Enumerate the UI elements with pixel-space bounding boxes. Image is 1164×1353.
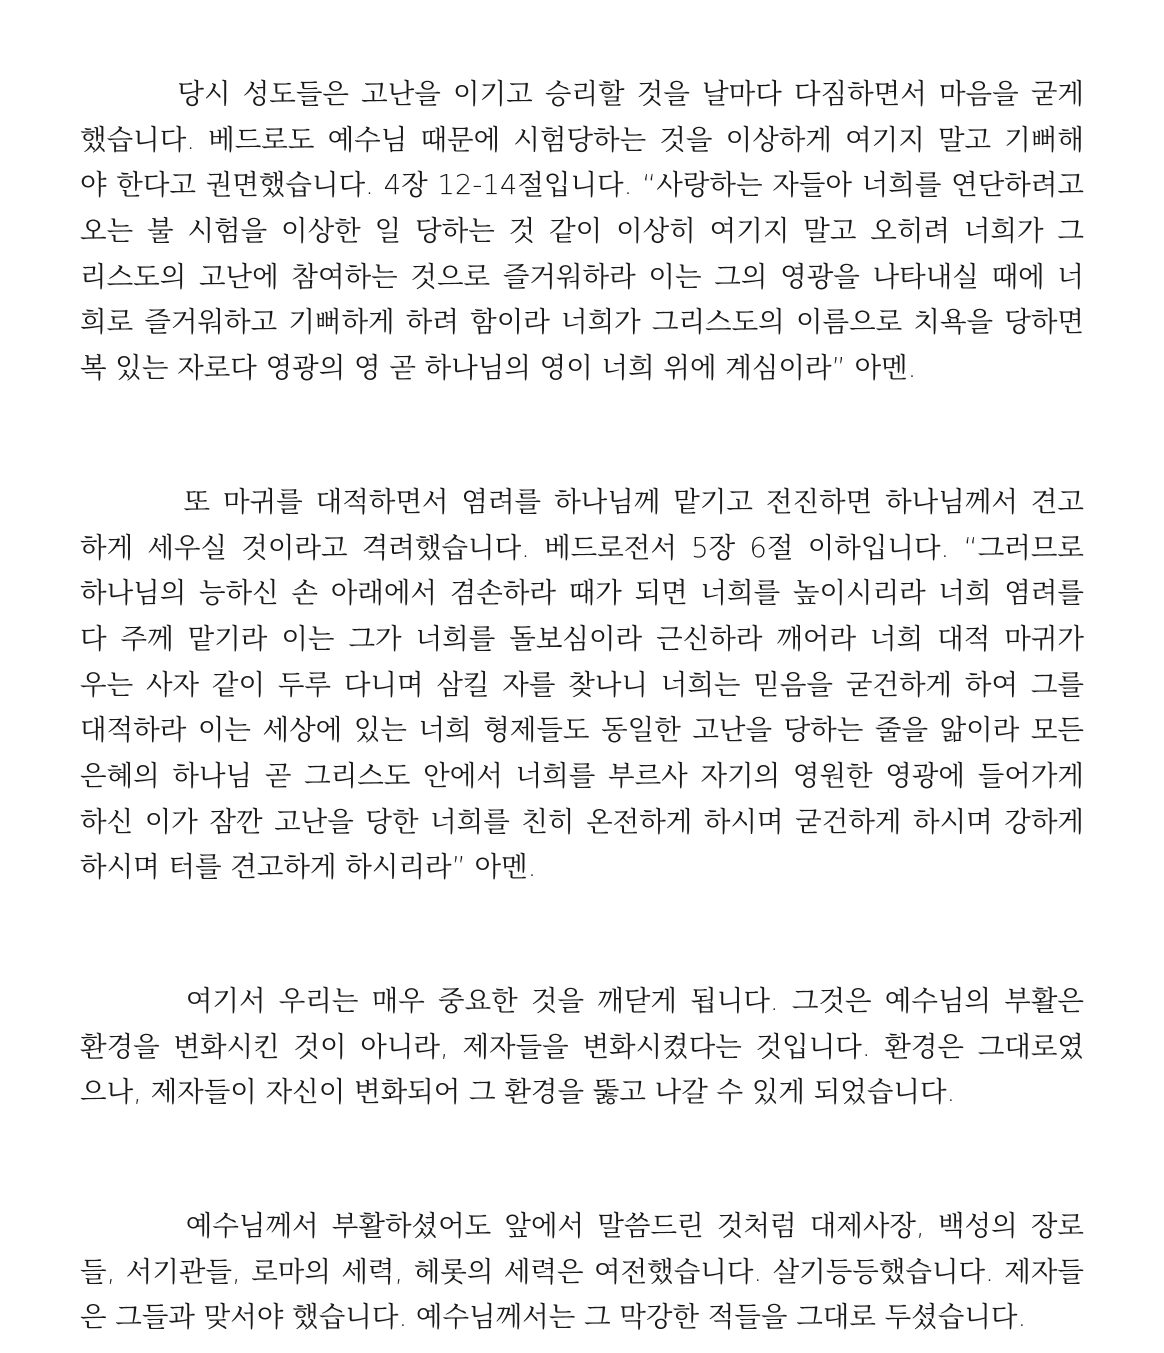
- text-line: 다 주께 맡기라 이는 그가 너희를 돌보심이라 근신하라 깨어라 너희 대적 마귀가: [80, 622, 1084, 655]
- paragraph-gap: [80, 891, 1084, 979]
- text-line: 하게 세우실 것이라고 격려했습니다. 베드로전서 5장 6절 이하입니다. “그러므로: [80, 531, 1084, 564]
- text-line: 은 그들과 맞서야 했습니다. 예수님께서는 그 막강한 적들을 그대로 두셨습니다.: [80, 1301, 1027, 1334]
- paragraph-4: [80, 1204, 1084, 1341]
- text-line: 으나, 제자들이 자신이 변화되어 그 환경을 뚫고 나갈 수 있게 되었습니다.: [80, 1076, 956, 1109]
- document-body: [80, 72, 1084, 1341]
- text-line: 당시 성도들은 고난을 이기고 승리할 것을 날마다 다짐하면서 마음을 굳게: [80, 78, 1084, 110]
- paragraph-gap: [80, 1116, 1084, 1204]
- text-line: 했습니다. 베드로도 예수님 때문에 시험당하는 것을 이상하게 여기지 말고 기뻐해: [80, 123, 1084, 156]
- text-line: 하나님의 능하신 손 아래에서 겸손하라 때가 되면 너희를 높이시리라 너희 염려를: [80, 577, 1084, 610]
- paragraph-1: [80, 72, 1084, 392]
- text-line: 리스도의 고난에 참여하는 것으로 즐거워하라 이는 그의 영광을 나타내실 때에 너: [80, 260, 1084, 293]
- text-line: 예수님께서 부활하셨어도 앞에서 말씀드린 것처럼 대제사장, 백성의 장로: [80, 1210, 1084, 1243]
- text-line: 은혜의 하나님 곧 그리스도 안에서 너희를 부르사 자기의 영원한 영광에 들어가게: [80, 759, 1084, 792]
- text-line: 복 있는 자로다 영광의 영 곧 하나님의 영이 너희 위에 계심이라” 아멘.: [80, 352, 917, 385]
- text-line: 희로 즐거워하고 기뻐하게 하려 함이라 너희가 그리스도의 이름으로 치욕을 당하면: [80, 306, 1084, 339]
- text-line: 야 한다고 권면했습니다. 4장 12-14절입니다. “사랑하는 자들아 너희를 연단하려고: [80, 169, 1084, 202]
- text-line: 또 마귀를 대적하면서 염려를 하나님께 맡기고 전진하면 하나님께서 견고: [80, 485, 1084, 518]
- text-line: 환경을 변화시킨 것이 아니라, 제자들을 변화시켰다는 것입니다. 환경은 그대로였: [80, 1030, 1084, 1063]
- paragraph-2: [80, 480, 1084, 891]
- text-line: 오는 불 시험을 이상한 일 당하는 것 같이 이상히 여기지 말고 오히려 너희가 그: [80, 215, 1084, 248]
- text-line: 여기서 우리는 매우 중요한 것을 깨닫게 됩니다. 그것은 예수님의 부활은: [80, 985, 1084, 1017]
- text-line: 대적하라 이는 세상에 있는 너희 형제들도 동일한 고난을 당하는 줄을 앎이라 모든: [80, 714, 1084, 747]
- text-line: 들, 서기관들, 로마의 세력, 헤롯의 세력은 여전했습니다. 살기등등했습니다. 제자들: [80, 1255, 1084, 1288]
- paragraph-gap: [80, 392, 1084, 480]
- text-line: 하시며 터를 견고하게 하시리라” 아멘.: [80, 851, 537, 884]
- text-line: 하신 이가 잠깐 고난을 당한 너희를 친히 온전하게 하시며 굳건하게 하시며 강하게: [80, 805, 1084, 838]
- paragraph-3: [80, 979, 1084, 1116]
- text-line: 우는 사자 같이 두루 다니며 삼킬 자를 찾나니 너희는 믿음을 굳건하게 하여 그를: [80, 668, 1084, 701]
